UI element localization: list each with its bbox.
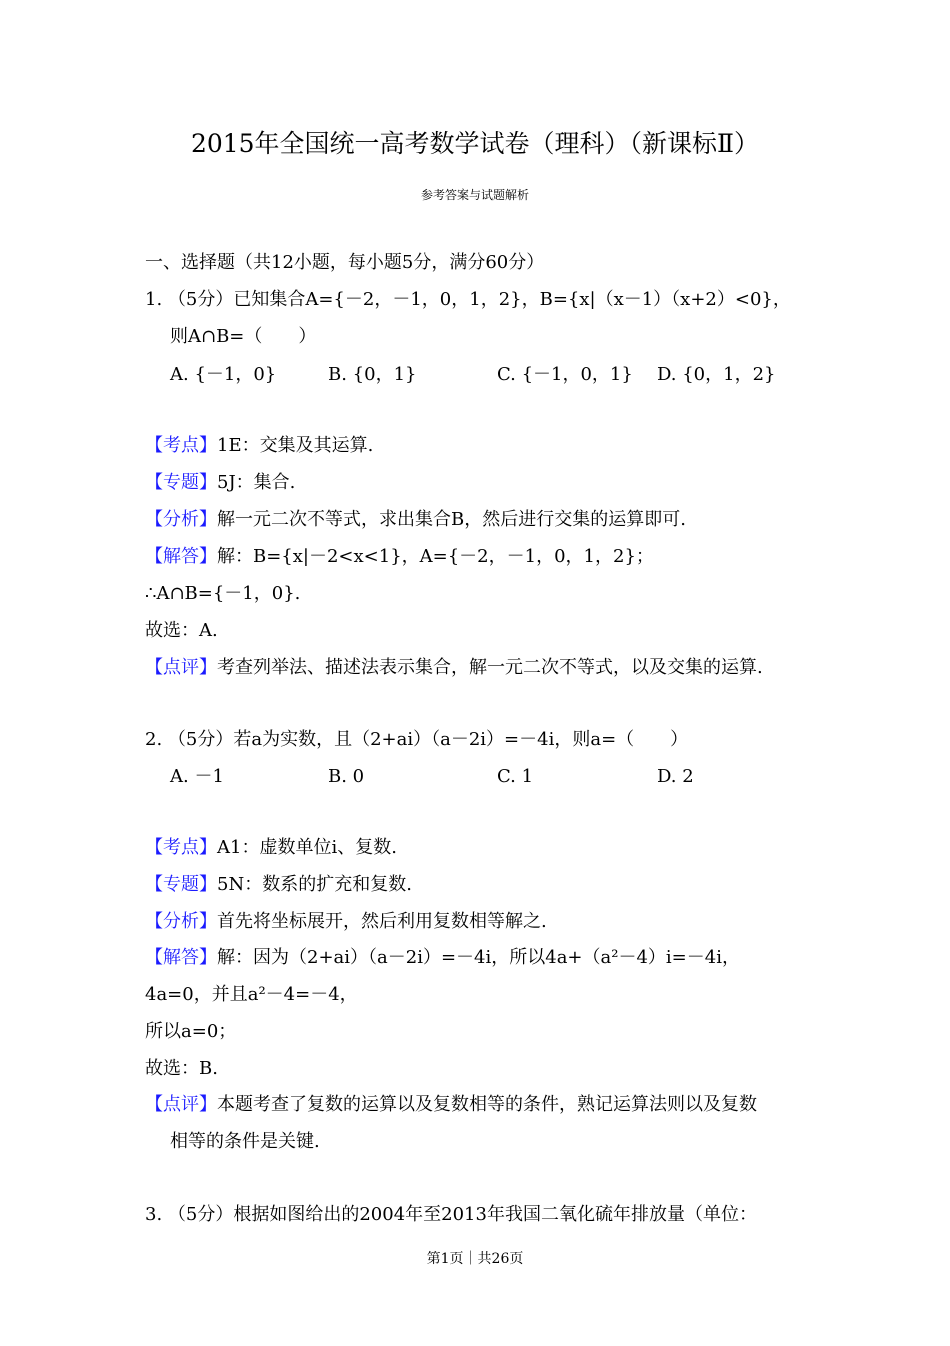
q2-option-b: B. 0	[328, 766, 365, 787]
q1-option-c: C. {－1，0，1}	[497, 364, 633, 385]
q2-dianping-2: 相等的条件是关键.	[170, 1131, 320, 1152]
page-title: 2015年全国统一高考数学试卷（理科）（新课标Ⅱ）	[190, 129, 760, 158]
q1-stem-cont: 则A∩B=（ ）	[170, 326, 317, 347]
q1-jieda-2: ∴A∩B={－1，0}.	[145, 583, 301, 604]
q2-zhuanti	[145, 874, 412, 896]
label: 【分析】	[145, 911, 217, 932]
q2-option-c: C. 1	[497, 766, 534, 787]
q2-kaodian	[145, 837, 397, 859]
q1-stem: 1. （5分）已知集合A={－2，－1，0，1，2}，B={x|（x－1）（x+2）<0}，	[145, 289, 791, 310]
text: 首先将坐标展开，然后利用复数相等解之.	[217, 911, 547, 932]
q1-jieda-3: 故选：A.	[145, 620, 218, 641]
label: 【考点】	[145, 435, 217, 456]
text: 解：因为（2+ai）（a－2i）=－4i，所以4a+（a²－4）i=－4i，	[217, 947, 740, 968]
q1-dianping	[145, 657, 763, 679]
label: 【解答】	[145, 546, 217, 567]
text: A1：虚数单位i、复数.	[217, 837, 397, 858]
label: 【解答】	[145, 947, 217, 968]
q1-option-d: D. {0，1，2}	[657, 364, 776, 385]
q1-kaodian	[145, 435, 373, 457]
label: 【专题】	[145, 472, 217, 493]
page-subtitle: 参考答案与试题解析	[420, 188, 529, 202]
q2-jieda	[145, 947, 740, 969]
label: 【专题】	[145, 874, 217, 895]
text: 解一元二次不等式，求出集合B，然后进行交集的运算即可.	[217, 509, 686, 530]
label: 【考点】	[145, 837, 217, 858]
section-heading: 一、选择题（共12小题，每小题5分，满分60分）	[145, 252, 545, 273]
q1-option-a: A. {－1，0}	[170, 364, 277, 385]
q2-dianping	[145, 1094, 757, 1116]
label: 【点评】	[145, 657, 217, 678]
q2-option-d: D. 2	[657, 766, 694, 787]
q2-stem: 2. （5分）若a为实数，且（2+ai）（a－2i）=－4i，则a=（ ）	[145, 729, 689, 750]
label: 【点评】	[145, 1094, 217, 1115]
page-footer: 第1页｜共26页	[426, 1251, 524, 1267]
q2-option-a: A. －1	[170, 766, 224, 787]
q2-jieda-3: 所以a=0；	[145, 1021, 237, 1042]
text: 1E：交集及其运算.	[217, 435, 374, 456]
q2-jieda-4: 故选：B.	[145, 1058, 218, 1079]
text: 考查列举法、描述法表示集合，解一元二次不等式，以及交集的运算.	[217, 657, 763, 678]
text: 5J：集合.	[217, 472, 296, 493]
text: 本题考查了复数的运算以及复数相等的条件，熟记运算法则以及复数	[217, 1094, 757, 1115]
text: 5N：数系的扩充和复数.	[217, 874, 412, 895]
q3-stem: 3. （5分）根据如图给出的2004年至2013年我国二氧化硫年排放量（单位：	[145, 1204, 757, 1225]
q2-jieda-2: 4a=0，并且a²－4=－4，	[145, 984, 358, 1005]
q1-option-b: B. {0，1}	[328, 364, 417, 385]
text: 解：B={x|－2<x<1}，A={－2，－1，0，1，2}；	[217, 546, 654, 567]
q1-zhuanti	[145, 472, 295, 494]
q1-fenxi	[145, 509, 686, 531]
label: 【分析】	[145, 509, 217, 530]
q2-fenxi	[145, 911, 547, 933]
q1-jieda	[145, 546, 654, 568]
